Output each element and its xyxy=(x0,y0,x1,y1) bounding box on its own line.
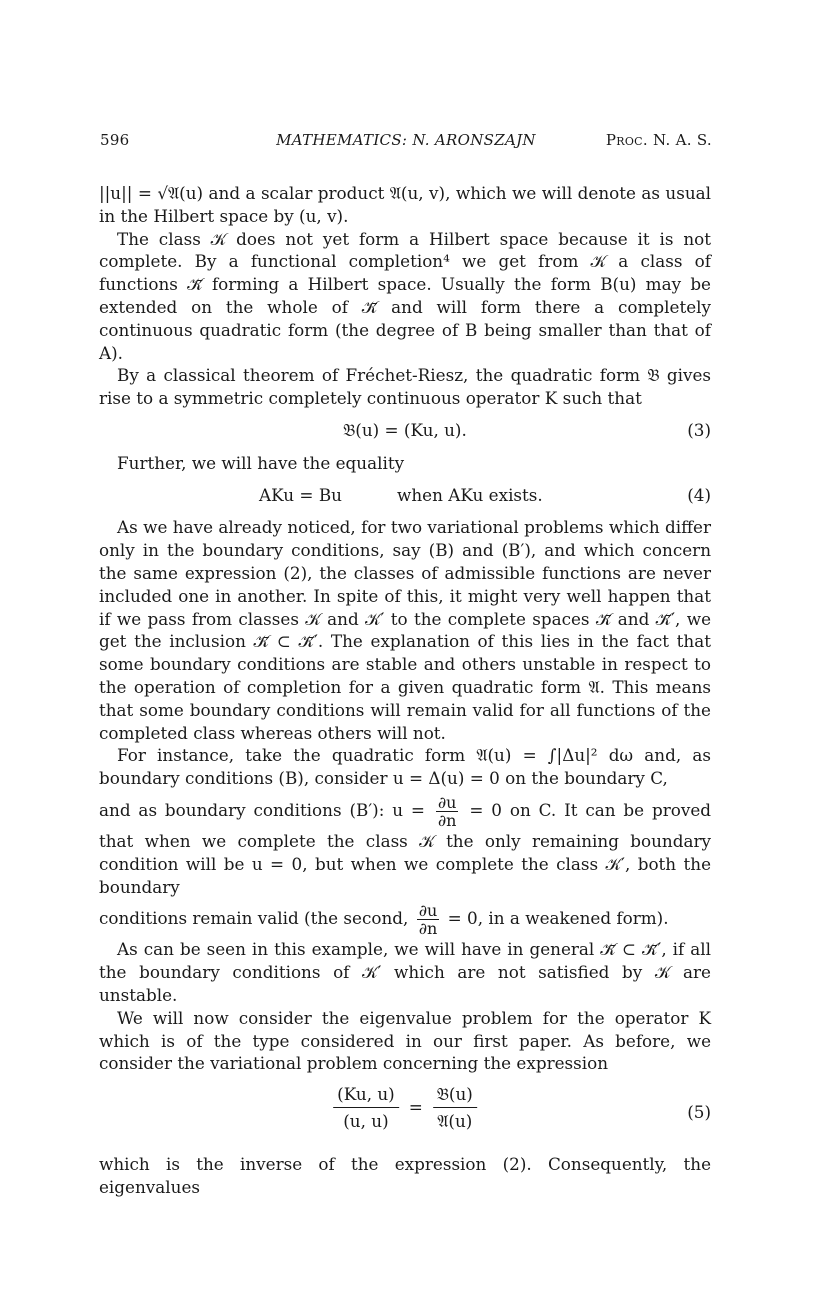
running-header xyxy=(100,131,712,155)
paragraph-3: By a classical theorem of Fréchet-Riesz, the quadratic form 𝔅 gives rise to a symmetric completely continuous operator K such that xyxy=(99,365,711,409)
equation-5-fraction-left xyxy=(333,1083,399,1132)
paragraph-6d xyxy=(99,898,711,938)
article-body xyxy=(99,182,711,1199)
equation-3-text: 𝔅(u) = (Ku, u). xyxy=(343,419,467,440)
fraction-denominator-2: ∂n xyxy=(418,919,438,939)
fraction-denominator: ∂n xyxy=(437,810,457,830)
equation-3 xyxy=(99,419,711,442)
equation-4-number: (4) xyxy=(687,484,711,505)
fraction-numerator: ∂u xyxy=(437,792,457,812)
fraction-numerator-2: ∂u xyxy=(418,901,438,921)
paragraph-6d-pre: conditions remain valid (the second, xyxy=(99,908,409,929)
paragraph-8: We will now consider the eigenvalue problem for the operator K which is of the type considered in our first paper. As before, we consider the variational problem concerning the expression xyxy=(99,1007,711,1074)
paragraph-7: As can be seen in this example, we will have in general 𝒦̄ ⊂ 𝒦̄′, if all the boundary conditions of 𝒦′ which are not satisfied by 𝒦 are unstable. xyxy=(99,939,711,1005)
equation-4-left: AKu = Bu xyxy=(259,484,342,505)
equation-5-num-left: (Ku, u) xyxy=(333,1083,399,1108)
equation-4-right: when AKu exists. xyxy=(397,484,543,505)
equation-5 xyxy=(99,1083,711,1147)
equation-5-number: (5) xyxy=(687,1102,711,1123)
page-number: 596 xyxy=(100,131,130,149)
equation-5-den-left: (u, u) xyxy=(343,1111,389,1132)
paragraph-6d-post: = 0, in a weakened form). xyxy=(447,908,669,929)
paragraph-6b-pre: and as boundary conditions (B′): u = xyxy=(99,799,425,820)
equation-4 xyxy=(99,484,711,507)
equation-5-num-right: 𝔅(u) xyxy=(433,1083,477,1108)
journal-name: Proc. N. A. S. xyxy=(605,131,712,149)
partial-derivative-fraction-2 xyxy=(417,902,440,937)
running-title: MATHEMATICS: N. ARONSZAJN xyxy=(276,131,536,149)
equation-5-equals: = xyxy=(408,1097,423,1118)
paragraph-5: As we have already noticed, for two variational problems which differ only in the boundary conditions, say (B) and (B′), and which concern the same expression (2), the classes of admissible functions are never included one in another. In spite of this, it might very well happen that if we pass from classes 𝒦 and 𝒦′ to the complete spaces 𝒦̄ and 𝒦̄′, we get the inclusion 𝒦̄ ⊂ 𝒦̄′. The explanation of this lies in the fact that some boundary conditions are stable and others unstable in respect to the operation of completion for a given quadratic form 𝔄. This means that some boundary conditions will remain valid for all functions of the completed class whereas others will not. xyxy=(99,517,711,743)
equation-5-expression xyxy=(333,1083,477,1132)
paragraph-4: Further, we will have the equality xyxy=(117,452,405,473)
paragraph-6b-post: = 0 on C. It can be proved xyxy=(469,799,712,820)
equation-3-number: (3) xyxy=(687,419,711,440)
paragraph-6a: For instance, take the quadratic form 𝔄(u) = ∫|Δu|² dω and, as boundary conditions (B), consider u = Δ(u) = 0 on the boundary C, xyxy=(99,745,711,789)
partial-derivative-fraction xyxy=(436,794,459,829)
paragraph-9: which is the inverse of the expression (2). Consequently, the eigenvalues xyxy=(99,1154,711,1197)
paragraph-6c: that when we complete the class 𝒦 the only remaining boundary condition will be u = 0, but when we complete the class 𝒦′, both the boundary xyxy=(99,830,711,897)
equation-5-den-right: 𝔄(u) xyxy=(437,1111,473,1132)
paragraph-6b xyxy=(99,790,711,830)
paragraph-1: ||u|| = √𝔄(u) and a scalar product 𝔄(u, v), which we will denote as usual in the Hilbert space by (u, v). xyxy=(99,183,711,226)
equation-5-fraction-right xyxy=(433,1083,477,1132)
paragraph-2: The class 𝒦 does not yet form a Hilbert space because it is not complete. By a functional completion⁴ we get from 𝒦 a class of functions 𝒦̄ forming a Hilbert space. Usually the form B(u) may be extended on the whole of 𝒦̄ and will form there a completely continuous quadratic form (the degree of B being smaller than that of A). xyxy=(99,228,711,363)
